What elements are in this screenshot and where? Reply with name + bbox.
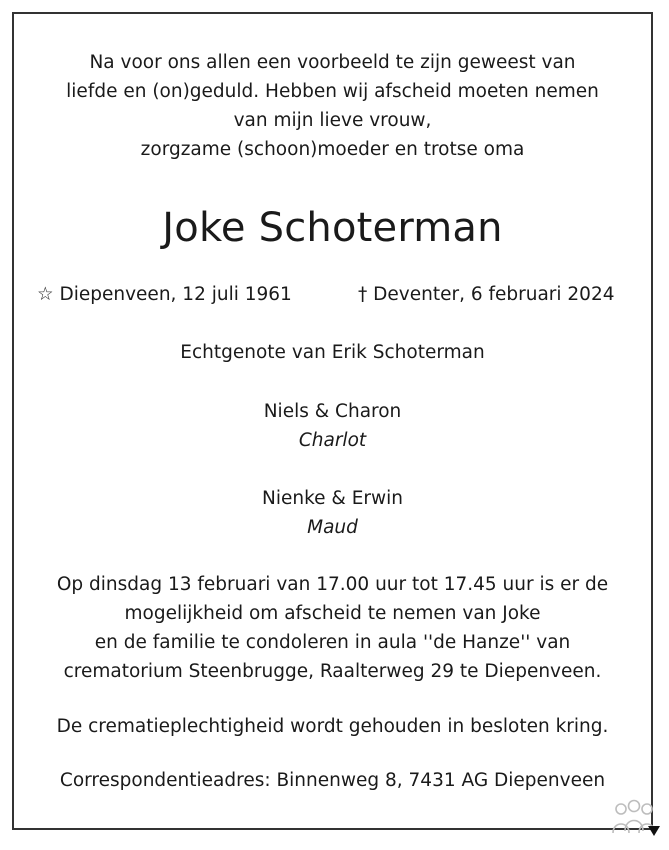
intro-line: Na voor ons allen een voorbeeld te zijn geweest van	[89, 52, 576, 73]
death-text: Deventer, 6 februari 2024	[373, 284, 615, 305]
birth-info	[37, 280, 292, 309]
spouse-line: Echtgenote van Erik Schoterman	[180, 342, 485, 363]
birth-text: Diepenveen, 12 juli 1961	[59, 284, 292, 305]
intro-line: van mijn lieve vrouw,	[233, 110, 432, 131]
family-children: Charlot	[298, 430, 367, 451]
intro-text	[14, 48, 651, 164]
correspondence-address: Correspondentieadres: Binnenweg 8, 7431 AG Diepenveen	[59, 770, 606, 791]
family-block	[14, 397, 651, 455]
family-children: Maud	[307, 517, 358, 538]
star-icon: ☆	[37, 284, 54, 305]
cross-icon: †	[358, 284, 368, 305]
family-parents: Niels & Charon	[263, 401, 402, 422]
ceremony-line: crematorium Steenbrugge, Raalterweg 29 te Diepenveen.	[63, 661, 602, 682]
intro-line: zorgzame (schoon)moeder en trotse oma	[140, 139, 525, 160]
family-parents: Nienke & Erwin	[262, 488, 403, 509]
deceased-name: Joke Schoterman	[162, 205, 503, 251]
intro-line: liefde en (on)geduld. Hebben wij afscheid moeten nemen	[66, 81, 599, 102]
announcement-content	[14, 14, 651, 795]
triangle-down-icon[interactable]	[648, 826, 660, 836]
ceremony-line: Op dinsdag 13 februari van 17.00 uur tot 17.45 uur is er de	[56, 574, 609, 595]
dates-row	[14, 280, 651, 310]
ceremony-line: mogelijkheid om afscheid te nemen van Joke	[124, 603, 541, 624]
ceremony-line: en de familie te condoleren in aula ''de Hanze'' van	[94, 632, 571, 653]
private-note: De crematieplechtigheid wordt gehouden in besloten kring.	[56, 716, 609, 737]
family-block	[14, 484, 651, 542]
ceremony-text	[14, 570, 651, 686]
death-info	[358, 280, 615, 309]
